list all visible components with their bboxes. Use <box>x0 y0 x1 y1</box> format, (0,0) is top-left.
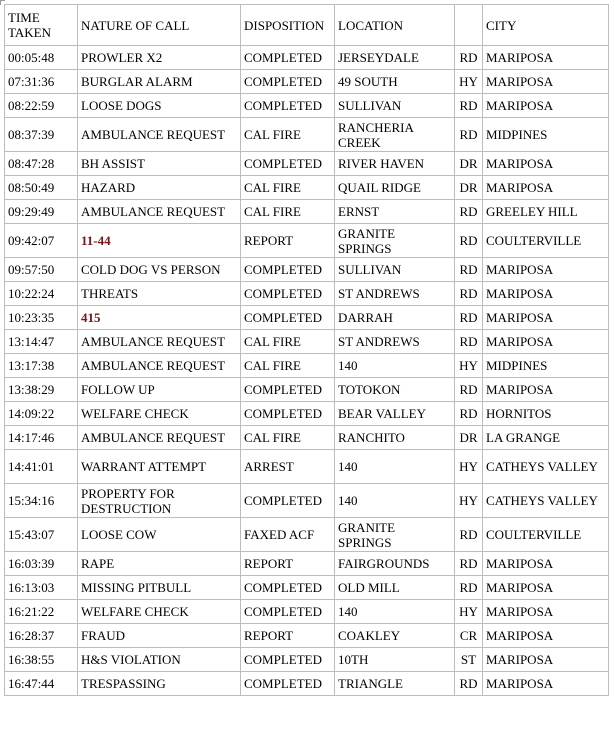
city: MARIPOSA <box>483 672 609 696</box>
nature-of-call: AMBULANCE REQUEST <box>78 200 241 224</box>
call-time: 10:23:35 <box>5 306 78 330</box>
road-suffix: RD <box>455 576 483 600</box>
disposition: ARREST <box>241 450 335 484</box>
road-suffix: HY <box>455 600 483 624</box>
table-row <box>5 450 609 484</box>
nature-of-call: MISSING PITBULL <box>78 576 241 600</box>
city: MARIPOSA <box>483 552 609 576</box>
call-time: 09:29:49 <box>5 200 78 224</box>
nature-of-call: BURGLAR ALARM <box>78 70 241 94</box>
city: LA GRANGE <box>483 426 609 450</box>
table-row <box>5 200 609 224</box>
call-time: 16:21:22 <box>5 600 78 624</box>
call-time: 08:22:59 <box>5 94 78 118</box>
call-time: 15:43:07 <box>5 518 78 552</box>
city: MARIPOSA <box>483 152 609 176</box>
city: MARIPOSA <box>483 282 609 306</box>
road-suffix: RD <box>455 282 483 306</box>
nature-of-call: 11-44 <box>78 224 241 258</box>
table-row <box>5 70 609 94</box>
call-time: 09:57:50 <box>5 258 78 282</box>
table-row <box>5 402 609 426</box>
disposition: CAL FIRE <box>241 176 335 200</box>
location: RANCHITO <box>335 426 455 450</box>
disposition: CAL FIRE <box>241 330 335 354</box>
table-row <box>5 176 609 200</box>
nature-of-call: FOLLOW UP <box>78 378 241 402</box>
road-suffix: RD <box>455 258 483 282</box>
table-row <box>5 118 609 152</box>
header-disposition: DISPOSITION <box>241 5 335 46</box>
disposition: CAL FIRE <box>241 118 335 152</box>
nature-of-call: H&S VIOLATION <box>78 648 241 672</box>
road-suffix: HY <box>455 450 483 484</box>
nature-of-call: PROPERTY FOR DESTRUCTION <box>78 484 241 518</box>
nature-of-call: THREATS <box>78 282 241 306</box>
call-time: 16:13:03 <box>5 576 78 600</box>
nature-of-call: WELFARE CHECK <box>78 402 241 426</box>
call-time: 16:47:44 <box>5 672 78 696</box>
call-time: 14:41:01 <box>5 450 78 484</box>
nature-of-call: WELFARE CHECK <box>78 600 241 624</box>
road-suffix: CR <box>455 624 483 648</box>
call-time: 14:09:22 <box>5 402 78 426</box>
disposition: CAL FIRE <box>241 354 335 378</box>
call-time: 16:28:37 <box>5 624 78 648</box>
table-row <box>5 426 609 450</box>
disposition: COMPLETED <box>241 378 335 402</box>
location: OLD MILL <box>335 576 455 600</box>
location: 140 <box>335 600 455 624</box>
disposition: COMPLETED <box>241 576 335 600</box>
call-time: 09:42:07 <box>5 224 78 258</box>
road-suffix: RD <box>455 224 483 258</box>
call-log-body <box>5 5 609 696</box>
table-row <box>5 152 609 176</box>
nature-of-call: TRESPASSING <box>78 672 241 696</box>
table-row <box>5 282 609 306</box>
city: CATHEYS VALLEY <box>483 450 609 484</box>
location: TOTOKON <box>335 378 455 402</box>
call-time: 16:03:39 <box>5 552 78 576</box>
header-row <box>5 5 609 46</box>
disposition: COMPLETED <box>241 306 335 330</box>
table-row <box>5 600 609 624</box>
call-time: 08:37:39 <box>5 118 78 152</box>
nature-of-call: AMBULANCE REQUEST <box>78 426 241 450</box>
disposition: COMPLETED <box>241 70 335 94</box>
road-suffix: DR <box>455 152 483 176</box>
table-row <box>5 672 609 696</box>
call-log-table <box>4 4 609 696</box>
nature-of-call: FRAUD <box>78 624 241 648</box>
location: 10TH <box>335 648 455 672</box>
road-suffix: RD <box>455 402 483 426</box>
location: GRANITE SPRINGS <box>335 518 455 552</box>
location: DARRAH <box>335 306 455 330</box>
city: MARIPOSA <box>483 176 609 200</box>
nature-of-call: HAZARD <box>78 176 241 200</box>
table-row <box>5 518 609 552</box>
city: MARIPOSA <box>483 330 609 354</box>
call-time: 14:17:46 <box>5 426 78 450</box>
disposition: REPORT <box>241 224 335 258</box>
table-row <box>5 576 609 600</box>
location: SULLIVAN <box>335 94 455 118</box>
road-suffix: RD <box>455 94 483 118</box>
location: 140 <box>335 354 455 378</box>
location: RANCHERIA CREEK <box>335 118 455 152</box>
road-suffix: RD <box>455 330 483 354</box>
call-time: 13:38:29 <box>5 378 78 402</box>
header-city: CITY <box>483 5 609 46</box>
disposition: COMPLETED <box>241 94 335 118</box>
city: MARIPOSA <box>483 624 609 648</box>
road-suffix: RD <box>455 200 483 224</box>
nature-of-call: RAPE <box>78 552 241 576</box>
call-time: 00:05:48 <box>5 46 78 70</box>
disposition: COMPLETED <box>241 258 335 282</box>
road-suffix: RD <box>455 552 483 576</box>
disposition: REPORT <box>241 552 335 576</box>
call-time: 15:34:16 <box>5 484 78 518</box>
nature-of-call: BH ASSIST <box>78 152 241 176</box>
city: MARIPOSA <box>483 378 609 402</box>
nature-of-call: COLD DOG VS PERSON <box>78 258 241 282</box>
nature-of-call: LOOSE COW <box>78 518 241 552</box>
header-location: LOCATION <box>335 5 455 46</box>
disposition: REPORT <box>241 624 335 648</box>
call-time: 13:17:38 <box>5 354 78 378</box>
road-suffix: RD <box>455 518 483 552</box>
header-nature-of-call: NATURE OF CALL <box>78 5 241 46</box>
table-row <box>5 484 609 518</box>
disposition: COMPLETED <box>241 672 335 696</box>
call-time: 08:50:49 <box>5 176 78 200</box>
road-suffix: HY <box>455 70 483 94</box>
road-suffix: RD <box>455 118 483 152</box>
location: QUAIL RIDGE <box>335 176 455 200</box>
table-row <box>5 330 609 354</box>
table-row <box>5 552 609 576</box>
city: MIDPINES <box>483 354 609 378</box>
nature-of-call: WARRANT ATTEMPT <box>78 450 241 484</box>
table-row <box>5 258 609 282</box>
city: GREELEY HILL <box>483 200 609 224</box>
disposition: COMPLETED <box>241 402 335 426</box>
table-row <box>5 224 609 258</box>
road-suffix: ST <box>455 648 483 672</box>
location: ERNST <box>335 200 455 224</box>
location: ST ANDREWS <box>335 282 455 306</box>
city: COULTERVILLE <box>483 224 609 258</box>
location: TRIANGLE <box>335 672 455 696</box>
city: MIDPINES <box>483 118 609 152</box>
road-suffix: DR <box>455 426 483 450</box>
nature-of-call: PROWLER X2 <box>78 46 241 70</box>
city: MARIPOSA <box>483 258 609 282</box>
table-row <box>5 624 609 648</box>
road-suffix: HY <box>455 354 483 378</box>
call-time: 10:22:24 <box>5 282 78 306</box>
disposition: COMPLETED <box>241 648 335 672</box>
location: GRANITE SPRINGS <box>335 224 455 258</box>
nature-of-call: 415 <box>78 306 241 330</box>
road-suffix: RD <box>455 306 483 330</box>
city: MARIPOSA <box>483 576 609 600</box>
location: SULLIVAN <box>335 258 455 282</box>
table-row <box>5 354 609 378</box>
road-suffix: RD <box>455 378 483 402</box>
nature-of-call: LOOSE DOGS <box>78 94 241 118</box>
call-time: 16:38:55 <box>5 648 78 672</box>
disposition: COMPLETED <box>241 282 335 306</box>
location: JERSEYDALE <box>335 46 455 70</box>
disposition: CAL FIRE <box>241 426 335 450</box>
location: BEAR VALLEY <box>335 402 455 426</box>
city: MARIPOSA <box>483 46 609 70</box>
location: 49 SOUTH <box>335 70 455 94</box>
location: ST ANDREWS <box>335 330 455 354</box>
table-row <box>5 306 609 330</box>
call-time: 13:14:47 <box>5 330 78 354</box>
location: 140 <box>335 450 455 484</box>
city: CATHEYS VALLEY <box>483 484 609 518</box>
location: COAKLEY <box>335 624 455 648</box>
call-time: 07:31:36 <box>5 70 78 94</box>
disposition: COMPLETED <box>241 600 335 624</box>
nature-of-call: AMBULANCE REQUEST <box>78 118 241 152</box>
table-row <box>5 94 609 118</box>
disposition: FAXED ACF <box>241 518 335 552</box>
location: FAIRGROUNDS <box>335 552 455 576</box>
city: HORNITOS <box>483 402 609 426</box>
road-suffix: HY <box>455 484 483 518</box>
table-row <box>5 378 609 402</box>
city: MARIPOSA <box>483 600 609 624</box>
city: MARIPOSA <box>483 94 609 118</box>
city: MARIPOSA <box>483 70 609 94</box>
location: 140 <box>335 484 455 518</box>
table-row <box>5 46 609 70</box>
nature-of-call: AMBULANCE REQUEST <box>78 330 241 354</box>
table-row <box>5 648 609 672</box>
city: COULTERVILLE <box>483 518 609 552</box>
disposition: COMPLETED <box>241 46 335 70</box>
disposition: CAL FIRE <box>241 200 335 224</box>
header-suffix <box>455 5 483 46</box>
road-suffix: DR <box>455 176 483 200</box>
nature-of-call: AMBULANCE REQUEST <box>78 354 241 378</box>
city: MARIPOSA <box>483 648 609 672</box>
location: RIVER HAVEN <box>335 152 455 176</box>
road-suffix: RD <box>455 46 483 70</box>
disposition: COMPLETED <box>241 484 335 518</box>
city: MARIPOSA <box>483 306 609 330</box>
header-time: TIME TAKEN <box>5 5 78 46</box>
road-suffix: RD <box>455 672 483 696</box>
call-time: 08:47:28 <box>5 152 78 176</box>
disposition: COMPLETED <box>241 152 335 176</box>
